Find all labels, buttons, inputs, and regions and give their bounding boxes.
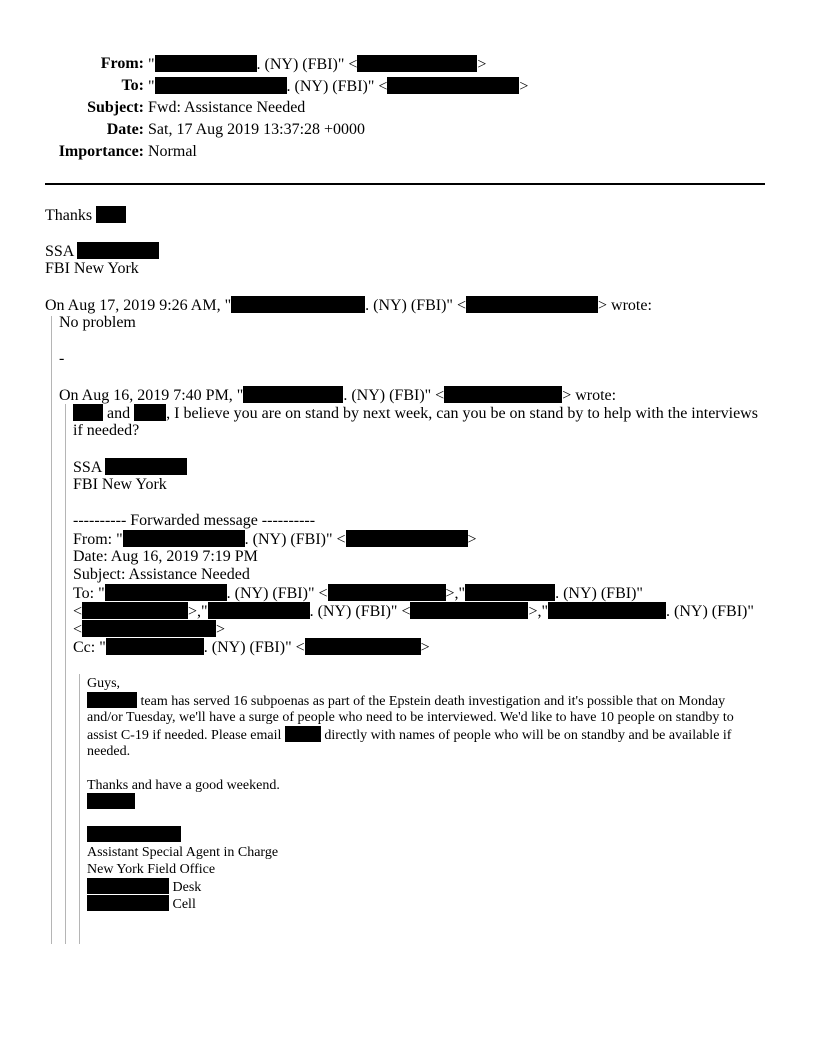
- forwarded-separator: ---------- Forwarded message ----------: [73, 512, 316, 529]
- redaction-block: [466, 296, 598, 313]
- inner-signature-name: [87, 826, 181, 844]
- reply2-ssa: SSA: [73, 458, 187, 477]
- redaction-block: [87, 692, 137, 708]
- subject-label: Subject:: [87, 99, 144, 116]
- redaction-block: [231, 296, 365, 313]
- forwarded-to-line2: < >," . (NY) (FBI)" < >," . (NY) (FBI)": [73, 603, 754, 620]
- forwarded-subject: Subject: Assistance Needed: [73, 566, 250, 583]
- inner-greeting: Guys,: [87, 676, 121, 691]
- reply1-message: No problem: [59, 314, 136, 331]
- reply2-attribution: On Aug 16, 2019 7:40 PM, " . (NY) (FBI)" < > wrote:: [59, 387, 617, 404]
- from-label: From:: [100, 55, 144, 72]
- inner-sender-name: [87, 793, 135, 811]
- redaction-block: [82, 602, 188, 619]
- quote-bar: [65, 404, 66, 944]
- redaction-block: [87, 793, 135, 809]
- header-to-row: [0, 77, 816, 99]
- redaction-block: [96, 206, 126, 223]
- redaction-block: [87, 878, 169, 894]
- signature-ssa: SSA: [45, 242, 159, 261]
- redaction-block: [346, 530, 468, 547]
- redaction-block: [155, 55, 257, 72]
- inner-signature-title: Assistant Special Agent in Charge: [87, 845, 279, 860]
- forwarded-from: From: " . (NY) (FBI)" < >: [73, 531, 477, 548]
- reply2-line1: and , I believe you are on stand by next week, can you be on stand by to help with the interviews: [73, 404, 758, 423]
- header-from-row: [0, 55, 816, 77]
- reply2-office: FBI New York: [73, 476, 167, 493]
- signature-office: FBI New York: [45, 260, 139, 277]
- reply2-line2: if needed?: [73, 422, 140, 439]
- redaction-block: [548, 602, 666, 619]
- redaction-block: [465, 584, 555, 601]
- forwarded-to-line3: < >: [73, 621, 226, 638]
- redaction-block: [444, 386, 562, 403]
- inner-p1-line2: and/or Tuesday, we'll have a surge of people who need to be interviewed. We'd like to have 10 people on standby to: [87, 710, 734, 725]
- redaction-block: [73, 404, 103, 421]
- redaction-block: [105, 584, 227, 601]
- inner-p1-line3: assist C-19 if needed. Please email directly with names of people who will be on standby and be available if: [87, 728, 732, 743]
- redaction-block: [82, 620, 216, 637]
- forwarded-date: Date: Aug 16, 2019 7:19 PM: [73, 548, 258, 565]
- quote-bar: [79, 674, 80, 944]
- redaction-block: [357, 55, 477, 72]
- importance-label: Importance:: [58, 143, 144, 160]
- inner-closing: Thanks and have a good weekend.: [87, 778, 280, 793]
- redaction-block: [106, 638, 204, 655]
- redaction-block: [105, 458, 187, 475]
- redaction-block: [123, 530, 245, 547]
- date-value: Sat, 17 Aug 2019 13:37:28 +0000: [148, 121, 366, 138]
- date-label: Date:: [106, 121, 144, 138]
- forwarded-to-line1: To: " . (NY) (FBI)" < >," . (NY) (FBI)": [73, 585, 643, 602]
- importance-value: Normal: [148, 143, 197, 160]
- reply1-dash: -: [59, 350, 65, 367]
- redaction-block: [87, 826, 181, 842]
- to-label: To:: [121, 77, 144, 94]
- from-value: " . (NY) (FBI)" < >: [148, 56, 487, 73]
- inner-p1-line4: needed.: [87, 744, 131, 759]
- redaction-block: [387, 77, 519, 94]
- header-importance-row: [0, 143, 816, 165]
- inner-p1-line1: team has served 16 subpoenas as part of the Epstein death investigation and it's possible that on Monday: [87, 692, 725, 710]
- to-value: " . (NY) (FBI)" < >: [148, 78, 529, 95]
- header-divider: [45, 183, 765, 185]
- header-date-row: [0, 121, 816, 143]
- redaction-block: [328, 584, 446, 601]
- redaction-block: [243, 386, 343, 403]
- redaction-block: [87, 895, 169, 911]
- forwarded-cc: Cc: " . (NY) (FBI)" < >: [73, 639, 430, 656]
- redaction-block: [285, 726, 321, 742]
- redaction-block: [410, 602, 528, 619]
- subject-value: Fwd: Assistance Needed: [148, 99, 306, 116]
- thanks-line: Thanks: [45, 206, 126, 225]
- inner-signature-office: New York Field Office: [87, 862, 216, 877]
- header-subject-row: [0, 99, 816, 121]
- inner-signature-desk: Desk: [87, 878, 201, 896]
- quote-bar: [51, 316, 52, 944]
- inner-signature-cell: Cell: [87, 895, 196, 913]
- redaction-block: [134, 404, 166, 421]
- redaction-block: [77, 242, 159, 259]
- redaction-block: [208, 602, 310, 619]
- redaction-block: [155, 77, 287, 94]
- redaction-block: [305, 638, 421, 655]
- reply1-attribution: On Aug 17, 2019 9:26 AM, " . (NY) (FBI)" < > wrote:: [45, 297, 652, 314]
